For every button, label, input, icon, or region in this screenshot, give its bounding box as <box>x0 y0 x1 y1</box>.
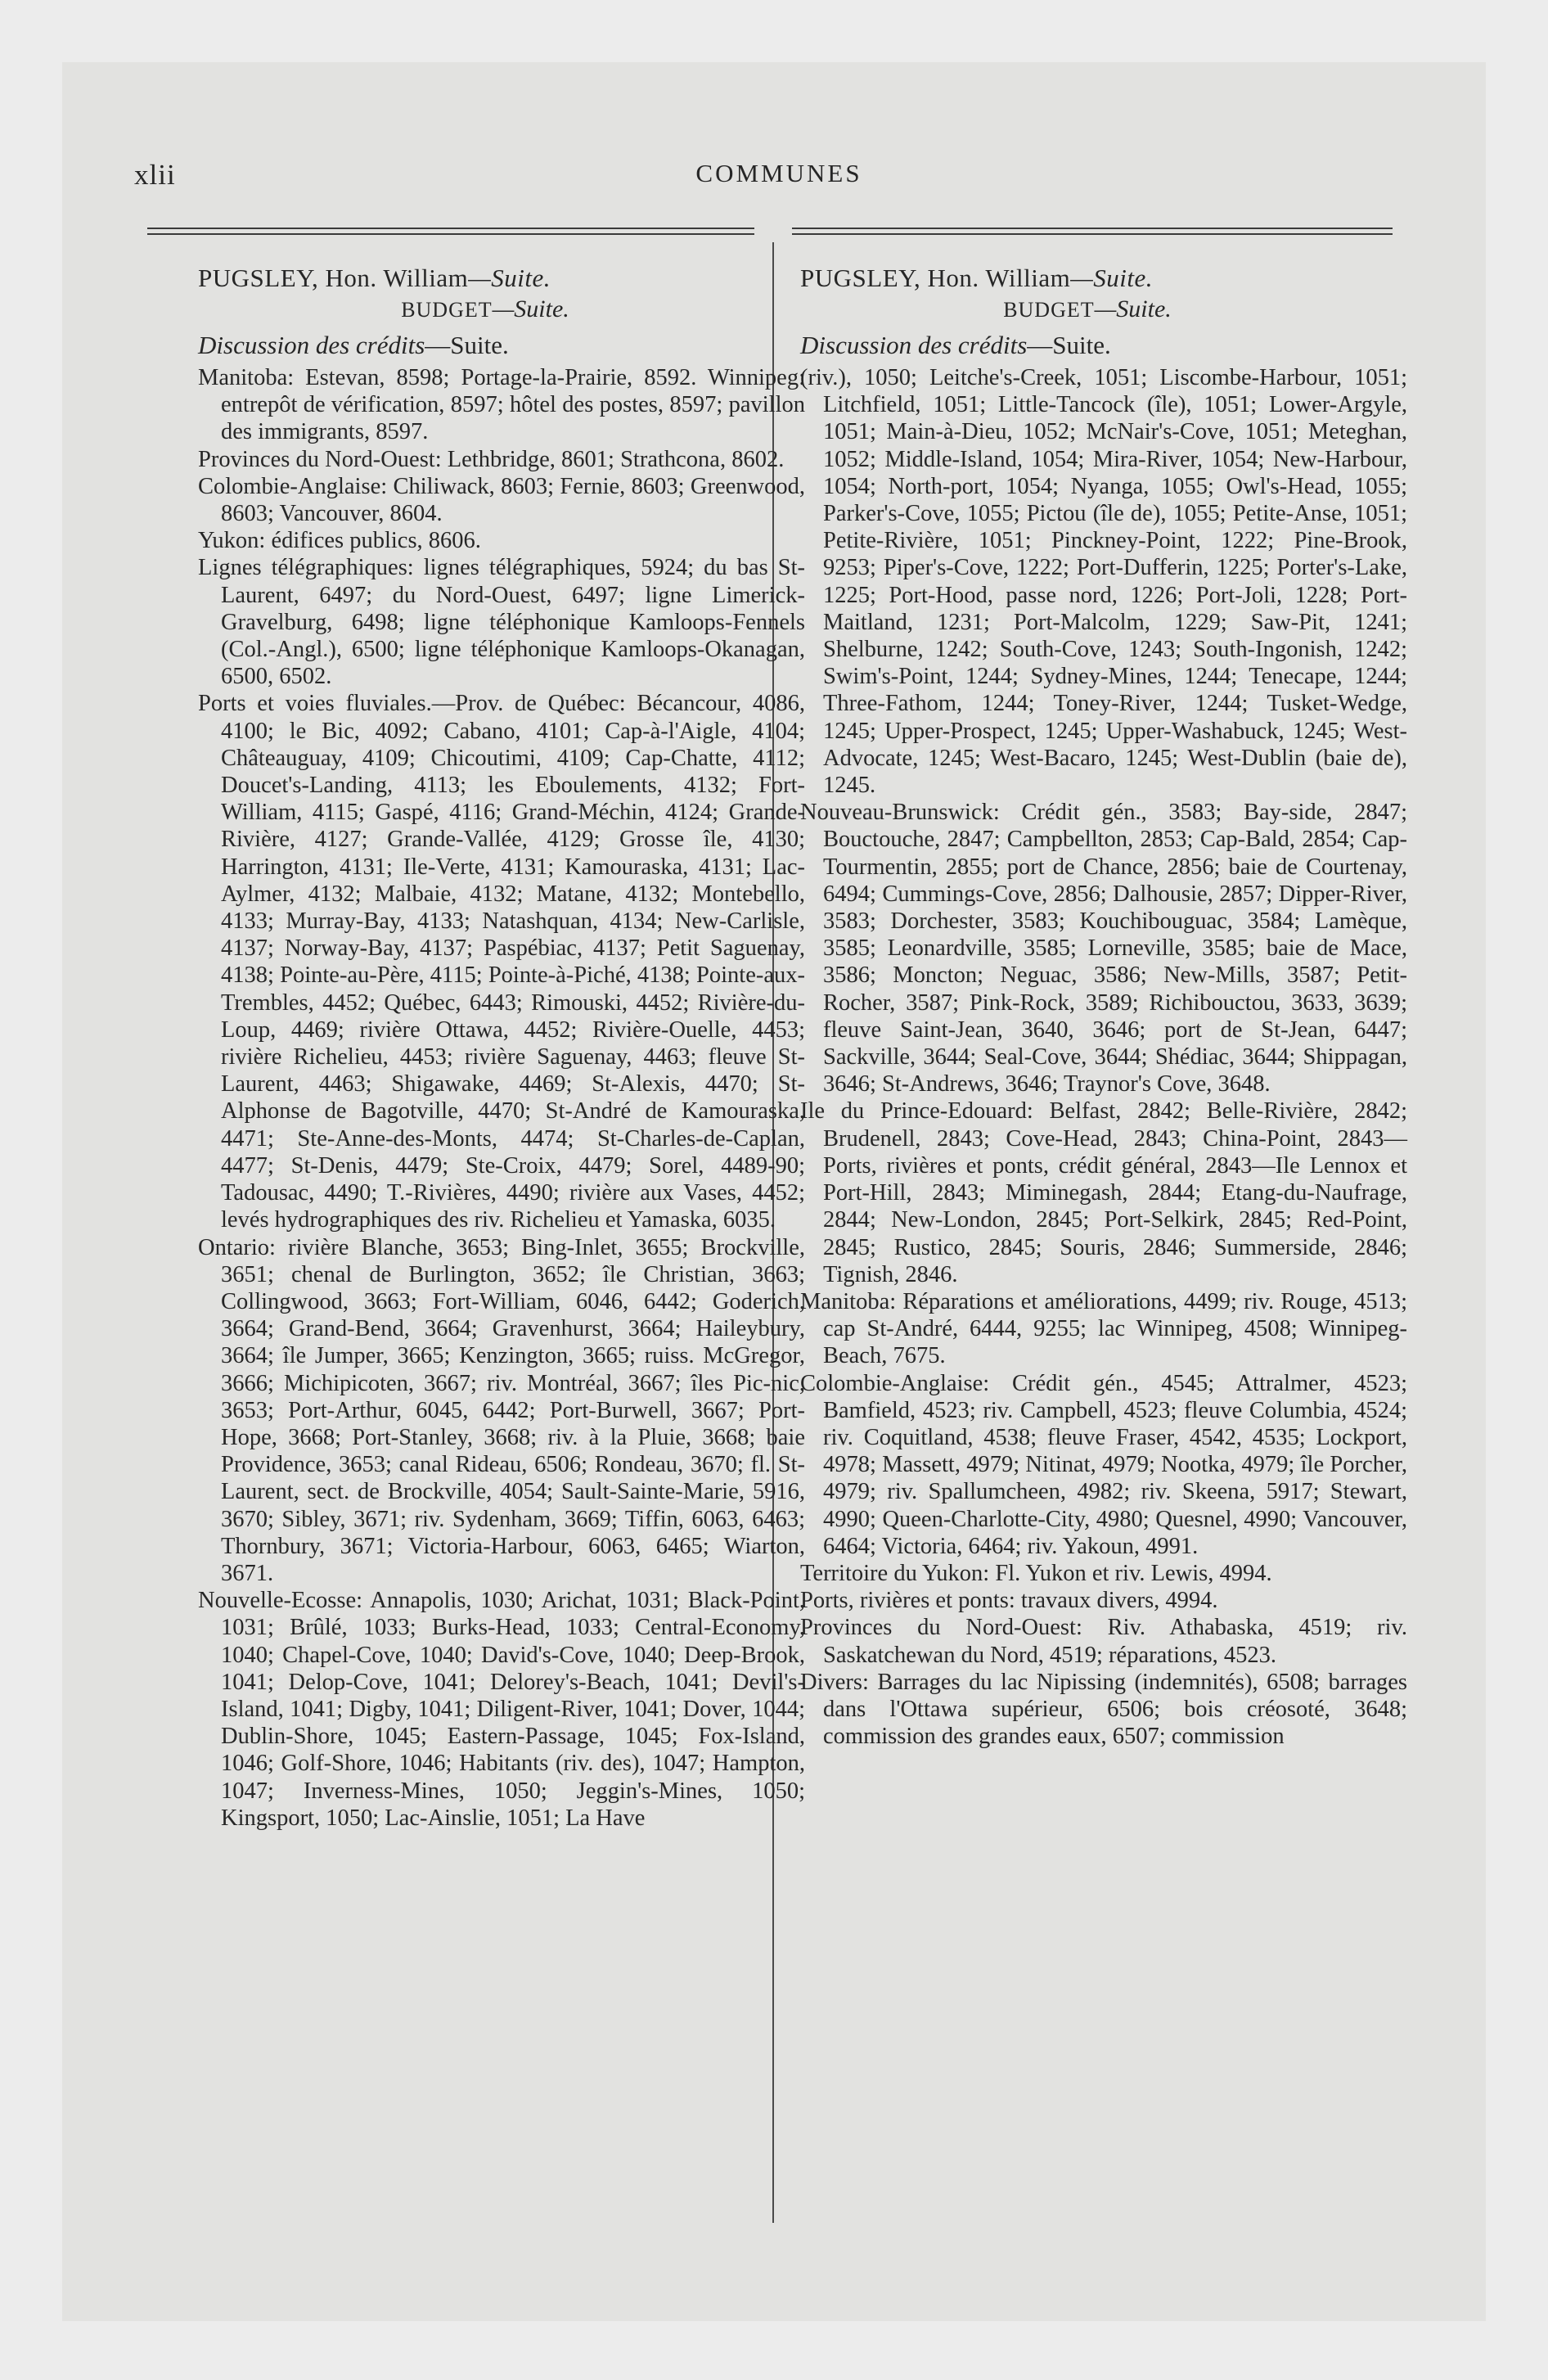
index-entry: Provinces du Nord-Ouest: Lethbridge, 8601; Strathcona, 8602. <box>198 446 785 472</box>
section-subheading <box>198 295 805 325</box>
index-entry: Provinces du Nord-Ouest: Riv. Athabaska, 4519; riv. Saskatchewan du Nord, 4519; réparations, 4523. <box>800 1615 1407 1668</box>
index-entry: Manitoba: Estevan, 8598; Portage-la-Prairie, 8592. Winnipeg: entrepôt de vérification, 8597; hôtel des postes, 8597; pavillon des immigrants, 8597. <box>198 365 805 445</box>
index-entry: Yukon: édifices publics, 8606. <box>198 528 481 554</box>
subheading-suite: —Suite. <box>492 295 569 322</box>
index-entry: (riv.), 1050; Leitche's-Creek, 1051; Liscombe-Harbour, 1051; Litchfield, 1051; Little-Tancock (île), 1051; Lower-Argyle, 1051; Main-à-Dieu, 1052; McNair's-Cove, 1051; Meteghan, 1052; Middle-Island, 1054; Mira-River, 1054; New-Harbour, 1054; North-port, 1054; Nyanga, 1055; Owl's-Head, 1055; Parker's-Cove, 1055; Pictou (île de), 1055; Petite-Anse, 1051; Petite-Rivière, 1051; Pinckney-Point, 1222; Pine-Brook, 9253; Piper's-Cove, 1222; Port-Dufferin, 1225; Porter's-Lake, 1225; Port-Hood, passe nord, 1226; Port-Joli, 1228; Port-Maitland, 1231; Port-Malcolm, 1229; Saw-Pit, 1241; Shelburne, 1242; South-Cove, 1243; South-Ingonish, 1242; Swim's-Point, 1244; Sydney-Mines, 1244; Tenecape, 1244; Three-Fathom, 1244; Toney-River, 1244; Tusket-Wedge, 1245; Upper-Prospect, 1245; Upper-Washabuck, 1245; West-Advocate, 1245; West-Bacaro, 1245; West-Dublin (baie de), 1245. <box>800 365 1407 799</box>
running-head: COMMUNES <box>695 159 862 187</box>
index-entries <box>198 364 805 1832</box>
index-entry: Lignes télégraphiques: lignes télégraphiques, 5924; du bas St-Laurent, 6497; du Nord-Ouest, 6497; ligne Limerick-Gravelburg, 6498; ligne téléphonique Kamloops-Fennels (Col.-Angl.), 6500; ligne téléphonique Kamloops-Okanagan, 6500, 6502. <box>198 555 805 690</box>
index-entry: Colombie-Anglaise: Chiliwack, 8603; Fernie, 8603; Greenwood, 8603; Vancouver, 8604. <box>198 473 805 527</box>
index-entries <box>800 364 1407 1750</box>
discussion-suite: —Suite. <box>425 331 509 359</box>
header-rule-left-bottom <box>147 233 754 235</box>
entry-suite: —Suite. <box>1070 264 1153 292</box>
index-entry: Colombie-Anglaise: Crédit gén., 4545; Attralmer, 4523; Bamfield, 4523; riv. Campbell, 4523; fleuve Columbia, 4524; riv. Coquitland, 4538; fleuve Fraser, 4542, 4535; Lockport, 4978; Massett, 4979; Nitinat, 4979; Nootka, 4979; île Porcher, 4979; riv. Spallumcheen, 4982; riv. Skeena, 5917; Stewart, 4990; Queen-Charlotte-City, 4980; Quesnel, 4990; Vancouver, 6464; Victoria, 6464; riv. Yakoun, 4991. <box>800 1370 1407 1559</box>
right-column <box>800 262 1407 1750</box>
entry-suite: —Suite. <box>468 264 551 292</box>
header-rule-right-bottom <box>792 233 1393 235</box>
discussion-label: Discussion des crédits <box>800 331 1028 359</box>
section-subheading <box>800 295 1407 325</box>
entry-heading <box>198 262 805 295</box>
discussion-label: Discussion des crédits <box>198 331 425 359</box>
header-rule-left-top <box>147 228 754 229</box>
index-entry: Nouveau-Brunswick: Crédit gén., 3583; Bay-side, 2847; Bouctouche, 2847; Campbellton, 2853; Cap-Bald, 2854; Cap-Tourmentin, 2855; port de Chance, 2856; baie de Courtenay, 6494; Cummings-Cove, 2856; Dalhousie, 2857; Dipper-River, 3583; Dorchester, 3583; Kouchibouguac, 3584; Lamèque, 3585; Leonardville, 3585; Lorneville, 3585; baie de Mace, 3586; Moncton; Neguac, 3586; New-Mills, 3587; Petit-Rocher, 3587; Pink-Rock, 3589; Richibouctou, 3633, 3639; fleuve Saint-Jean, 3640, 3646; port de St-Jean, 6447; Sackville, 3644; Seal-Cove, 3644; Shédiac, 3644; Shippagan, 3646; St-Andrews, 3646; Traynor's Cove, 3648. <box>800 800 1407 1098</box>
index-entry: Divers: Barrages du lac Nipissing (indemnités), 6508; barrages dans l'Ottawa supérieur, 6506; bois créosoté, 3648; commission des grandes eaux, 6507; commission <box>800 1669 1407 1750</box>
discussion-heading <box>198 330 805 361</box>
entry-name: PUGSLEY, Hon. William <box>198 264 469 292</box>
index-entry: Territoire du Yukon: Fl. Yukon et riv. Lewis, 4994. <box>800 1560 1272 1586</box>
entry-heading <box>800 262 1407 295</box>
index-entry: Manitoba: Réparations et améliorations, 4499; riv. Rouge, 4513; cap St-André, 6444, 9255; lac Winnipeg, 4508; Winnipeg-Beach, 7675. <box>800 1288 1407 1369</box>
subheading-suite: —Suite. <box>1094 295 1172 322</box>
index-entry: Ports, rivières et ponts: travaux divers, 4994. <box>800 1588 1218 1614</box>
entry-name: PUGSLEY, Hon. William <box>800 264 1071 292</box>
subheading-label: BUDGET <box>1003 298 1095 322</box>
subheading-label: BUDGET <box>401 298 493 322</box>
left-column <box>198 262 805 1832</box>
discussion-suite: —Suite. <box>1027 331 1111 359</box>
page-header <box>134 159 1424 192</box>
header-rule-right-top <box>792 228 1393 229</box>
discussion-heading <box>800 330 1407 361</box>
page-number: xlii <box>134 159 176 191</box>
index-entry: Ports et voies fluviales.—Prov. de Québec: Bécancour, 4086, 4100; le Bic, 4092; Cabano, 4101; Cap-à-l'Aigle, 4104; Châteauguay, 4109; Chicoutimi, 4109; Cap-Chatte, 4112; Doucet's-Landing, 4113; les Eboulements, 4132; Fort-William, 4115; Gaspé, 4116; Grand-Méchin, 4124; Grande-Rivière, 4127; Grande-Vallée, 4129; Grosse île, 4130; Harrington, 4131; Ile-Verte, 4131; Kamouraska, 4131; Lac-Aylmer, 4132; Malbaie, 4132; Matane, 4132; Montebello, 4133; Murray-Bay, 4133; Natashquan, 4134; New-Carlisle, 4137; Norway-Bay, 4137; Paspébiac, 4137; Petit Saguenay, 4138; Pointe-au-Père, 4115; Pointe-à-Piché, 4138; Pointe-aux-Trembles, 4452; Québec, 6443; Rimouski, 4452; Rivière-du-Loup, 4469; rivière Ottawa, 4452; Rivière-Ouelle, 4453; rivière Richelieu, 4453; rivière Saguenay, 4463; fleuve St-Laurent, 4463; Shigawake, 4469; St-Alexis, 4470; St-Alphonse de Bagotville, 4470; St-André de Kamouraska, 4471; Ste-Anne-des-Monts, 4474; St-Charles-de-Caplan, 4477; St-Denis, 4479; Ste-Croix, 4479; Sorel, 4489-90; Tadousac, 4490; T.-Rivières, 4490; rivière aux Vases, 4452; levés hydrographiques des riv. Richelieu et Yamaska, 6035. <box>198 691 805 1233</box>
index-entry: Nouvelle-Ecosse: Annapolis, 1030; Arichat, 1031; Black-Point, 1031; Brûlé, 1033; Burks-Head, 1033; Central-Economy, 1040; Chapel-Cove, 1040; David's-Cove, 1040; Deep-Brook, 1041; Delop-Cove, 1041; Delorey's-Beach, 1041; Devil's-Island, 1041; Digby, 1041; Diligent-River, 1041; Dover, 1044; Dublin-Shore, 1045; Eastern-Passage, 1045; Fox-Island, 1046; Golf-Shore, 1046; Habitants (riv. des), 1047; Hampton, 1047; Inverness-Mines, 1050; Jeggin's-Mines, 1050; Kingsport, 1050; Lac-Ainslie, 1051; La Have <box>198 1588 805 1831</box>
index-entry: Ile du Prince-Edouard: Belfast, 2842; Belle-Rivière, 2842; Brudenell, 2843; Cove-Head, 2843; China-Point, 2843—Ports, rivières et ponts, crédit général, 2843—Ile Lennox et Port-Hill, 2843; Miminegash, 2844; Etang-du-Naufrage, 2844; New-London, 2845; Port-Selkirk, 2845; Red-Point, 2845; Rustico, 2845; Souris, 2846; Summerside, 2846; Tignish, 2846. <box>800 1098 1407 1287</box>
index-entry: Ontario: rivière Blanche, 3653; Bing-Inlet, 3655; Brockville, 3651; chenal de Burlington, 3652; île Christian, 3663; Collingwood, 3663; Fort-William, 6046, 6442; Goderich, 3664; Grand-Bend, 3664; Gravenhurst, 3664; Haileybury, 3664; île Jumper, 3665; Kenzington, 3665; ruiss. McGregor, 3666; Michipicoten, 3667; riv. Montréal, 3667; îles Pic-nic, 3653; Port-Arthur, 6045, 6442; Port-Burwell, 3667; Port-Hope, 3668; Port-Stanley, 3668; riv. à la Pluie, 3668; baie Providence, 3653; canal Rideau, 6506; Rondeau, 3670; fl. St-Laurent, sect. de Brockville, 4054; Sault-Sainte-Marie, 5916, 3670; Sibley, 3671; riv. Sydenham, 3669; Tiffin, 6063, 6463; Thornbury, 3671; Victoria-Harbour, 6063, 6465; Wiarton, 3671. <box>198 1234 805 1586</box>
